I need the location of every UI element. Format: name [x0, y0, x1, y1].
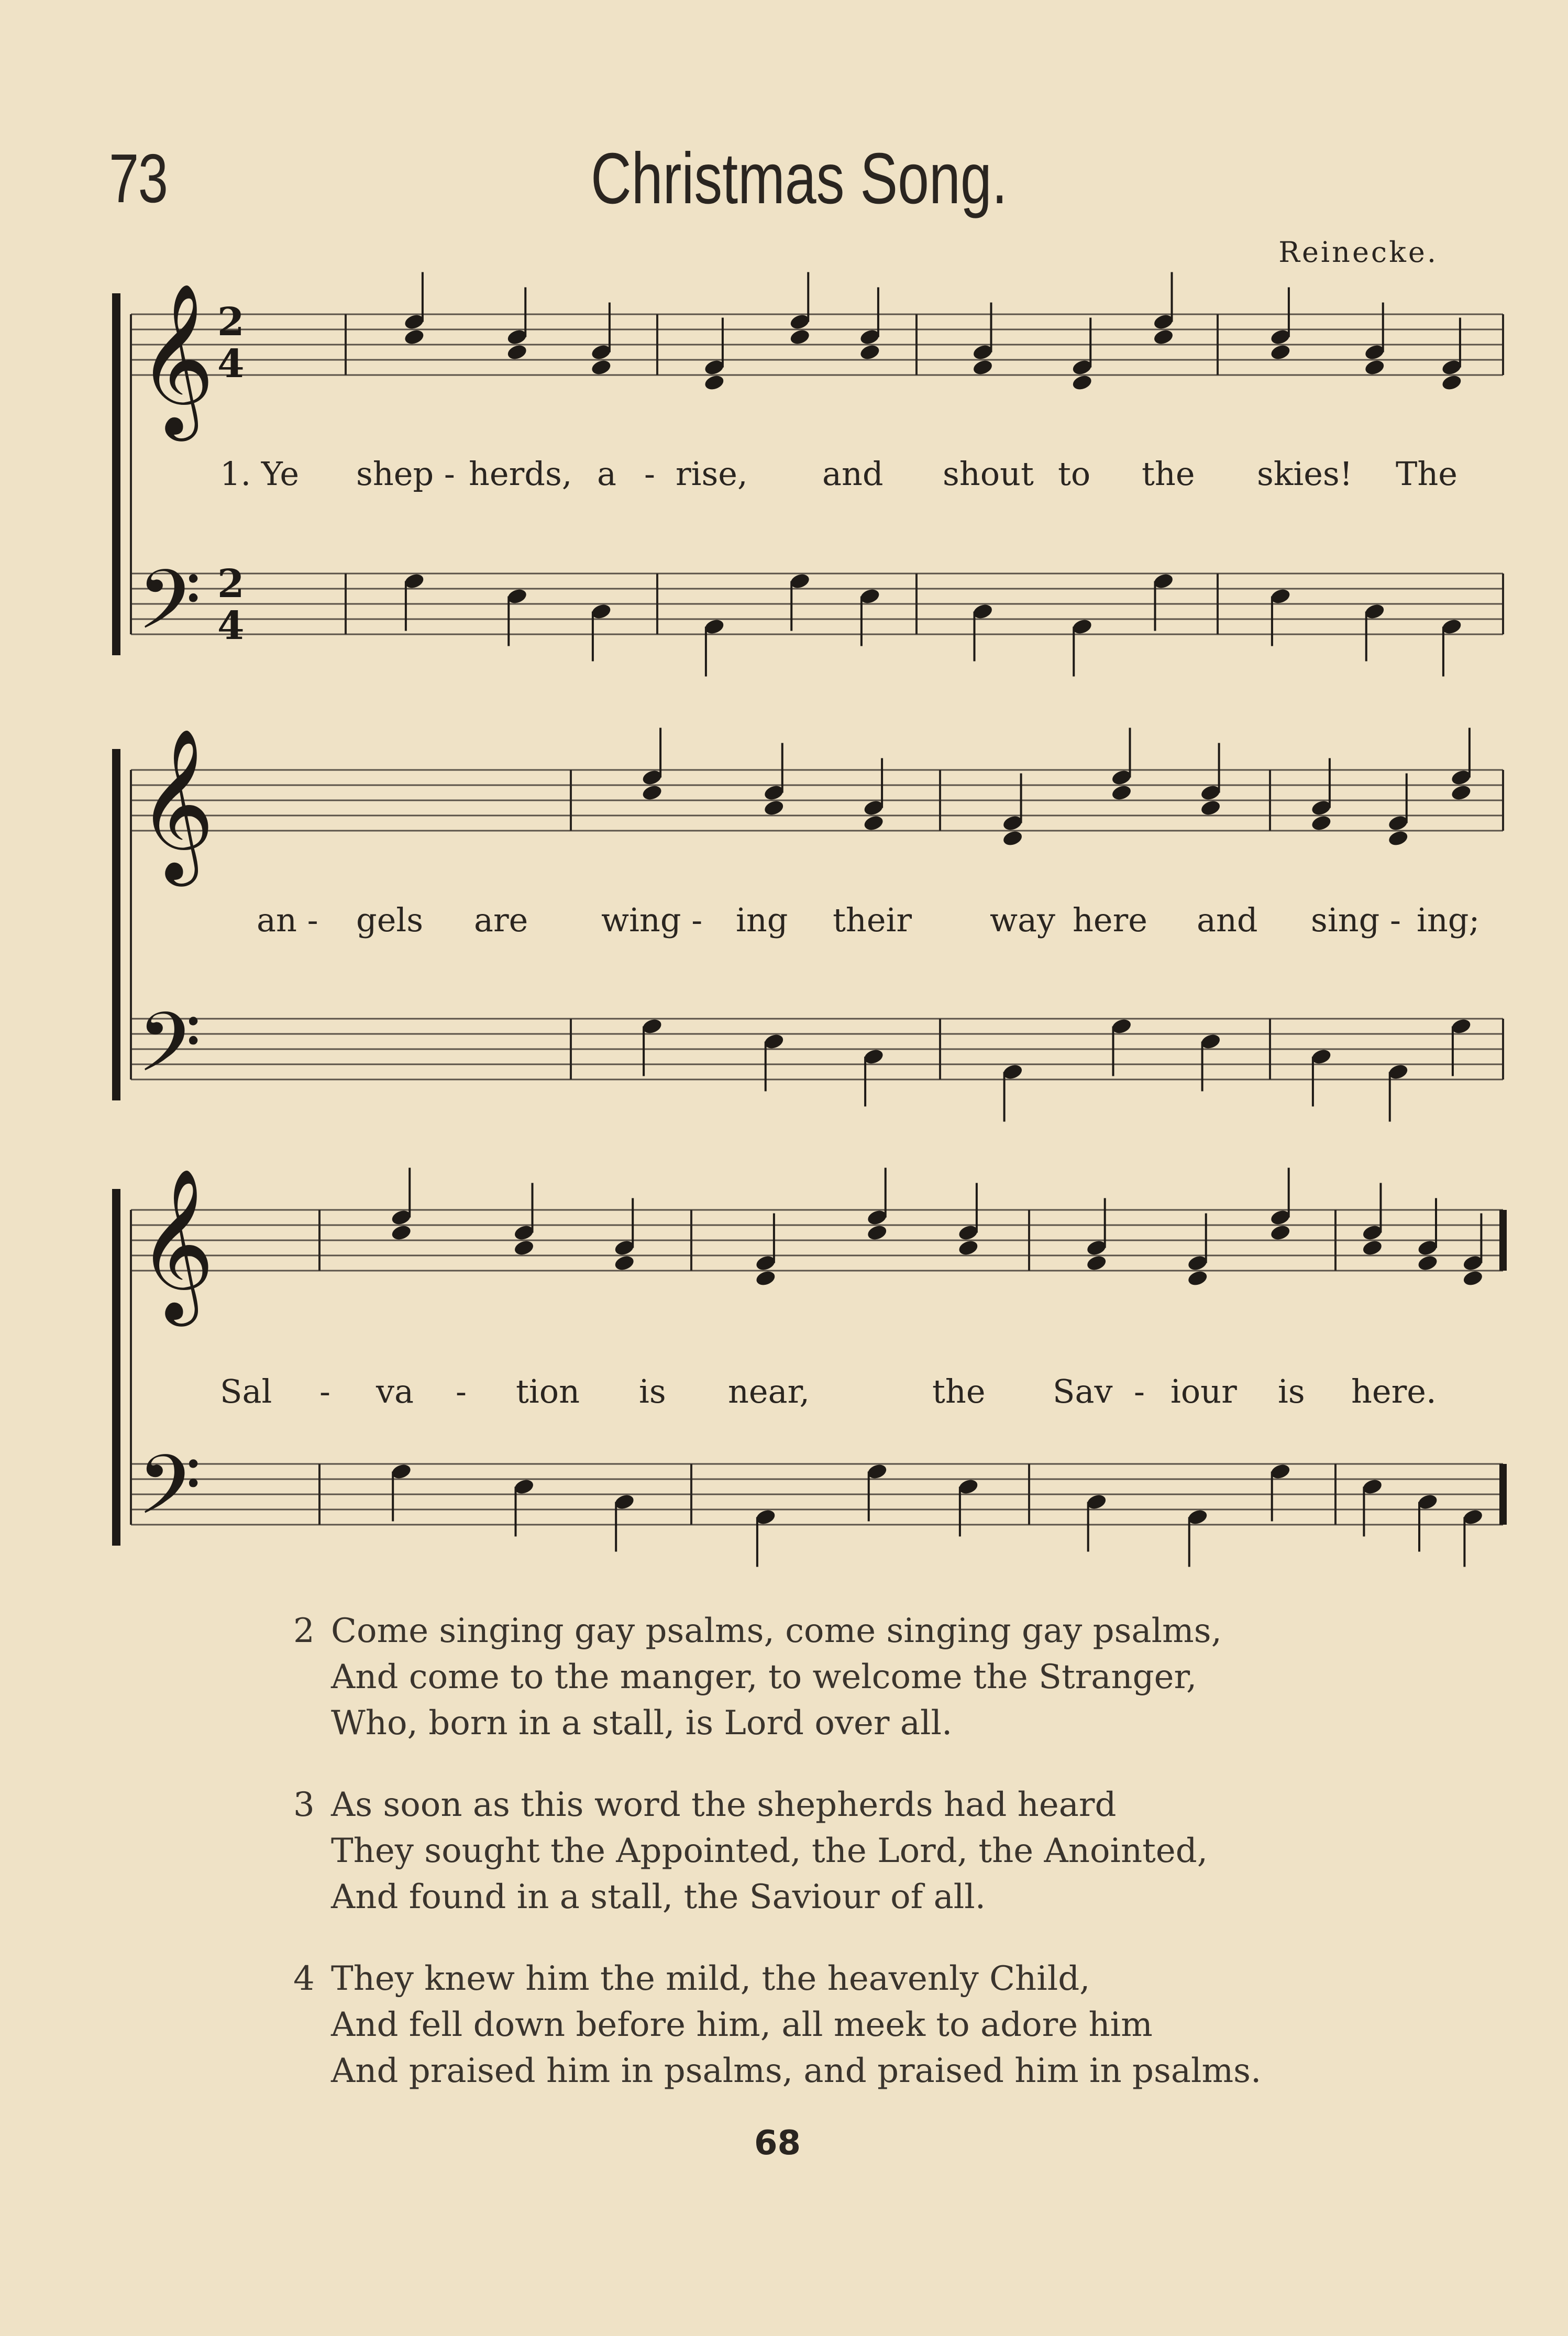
lyric-syllable: shout: [943, 455, 1034, 493]
lyric-syllable: -: [1134, 1372, 1145, 1411]
note-head: [1417, 1254, 1439, 1272]
time-signature-top: 2: [217, 561, 245, 607]
note-head: [763, 799, 785, 817]
lyric-syllable: a: [597, 455, 616, 493]
note-head: [703, 373, 725, 392]
lyric-syllable: -: [456, 1372, 467, 1411]
lyrics-line-1: [0, 455, 1568, 497]
lyric-syllable: and: [822, 455, 884, 493]
verse-line: And fell down before him, all meek to adore him: [331, 2006, 1153, 2044]
verse-line: They sought the Appointed, the Lord, the Anointed,: [331, 1832, 1208, 1870]
lyric-syllable: ing: [736, 901, 788, 939]
note-head: [1462, 1269, 1484, 1287]
verse-line: Come singing gay psalms, come singing gay psalms,: [331, 1612, 1222, 1650]
verse-2: [293, 1608, 1261, 1746]
note-head: [390, 1224, 412, 1242]
additional-verses: [293, 1608, 1261, 2130]
verse-number: 4: [293, 1959, 315, 1998]
lyric-syllable: are: [474, 901, 528, 939]
lyrics-line-2: [0, 901, 1568, 943]
note-head: [1364, 358, 1386, 377]
lyric-syllable: near,: [728, 1372, 810, 1411]
lyric-syllable: the: [1142, 455, 1195, 493]
verse-line: As soon as this word the shepherds had heard: [331, 1786, 1117, 1824]
lyric-syllable: rise,: [676, 455, 748, 493]
lyric-syllable: -: [644, 455, 655, 493]
time-signature-bottom: 4: [217, 341, 245, 387]
note-head: [1071, 373, 1093, 392]
lyric-syllable: is: [1278, 1372, 1305, 1411]
lyric-syllable: is: [639, 1372, 666, 1411]
lyric-syllable: sing -: [1311, 901, 1401, 939]
note-head: [1387, 829, 1409, 847]
note-head: [1110, 784, 1132, 802]
note-head: [1269, 343, 1291, 361]
lyric-syllable: va: [376, 1372, 414, 1411]
page-number: 68: [754, 2124, 801, 2163]
bass-clef: 𝄢: [137, 1437, 202, 1553]
treble-clef: 𝄞: [137, 1167, 215, 1319]
note-head: [1086, 1254, 1108, 1272]
lyric-syllable: to: [1058, 455, 1091, 493]
lyric-syllable: wing -: [601, 901, 703, 939]
hymn-title: Christmas Song.: [591, 138, 1008, 219]
note-head: [641, 784, 663, 802]
lyric-syllable: The: [1396, 455, 1457, 493]
note-head: [755, 1269, 777, 1287]
note-head: [506, 343, 528, 361]
note-head: [859, 343, 881, 361]
note-head: [1441, 373, 1463, 392]
note-head: [590, 358, 612, 377]
lyric-syllable: herds,: [469, 455, 572, 493]
note-head: [403, 328, 425, 346]
note-head: [789, 328, 811, 346]
time-signature-top: 2: [217, 300, 245, 345]
hymn-number: 73: [109, 140, 168, 217]
lyric-syllable: Sav: [1053, 1372, 1113, 1411]
lyric-syllable: 1. Ye: [220, 455, 300, 493]
verse-line: And come to the manger, to welcome the Stranger,: [331, 1658, 1197, 1696]
verse-4: [293, 1956, 1261, 2094]
lyric-syllable: iour: [1171, 1372, 1237, 1411]
lyrics-line-3: [0, 1372, 1568, 1414]
treble-clef: 𝄞: [137, 727, 215, 879]
bass-clef: 𝄢: [137, 552, 202, 668]
time-signature-bottom: 4: [217, 603, 245, 648]
lyric-syllable: here: [1073, 901, 1147, 939]
lyric-syllable: the: [932, 1372, 986, 1411]
note-head: [863, 814, 885, 832]
lyric-syllable: skies!: [1257, 455, 1353, 493]
verse-number: 2: [293, 1612, 315, 1650]
lyric-syllable: their: [833, 901, 912, 939]
bass-clef: 𝄢: [137, 995, 202, 1110]
lyric-syllable: -: [319, 1372, 330, 1411]
verse-3: [293, 1782, 1261, 1920]
lyric-syllable: ing;: [1417, 901, 1480, 939]
lyric-syllable: shep -: [356, 455, 455, 493]
note-head: [613, 1254, 635, 1272]
lyric-syllable: tion: [516, 1372, 580, 1411]
verse-line: And praised him in psalms, and praised him in psalms.: [331, 2052, 1262, 2090]
note-head: [1310, 814, 1332, 832]
treble-clef: 𝄞: [137, 282, 215, 434]
verse-number: 3: [293, 1786, 315, 1824]
note-head: [513, 1239, 535, 1257]
note-head: [971, 358, 993, 377]
note-head: [1152, 328, 1174, 346]
verse-line: They knew him the mild, the heavenly Child,: [331, 1959, 1090, 1998]
composer-credit: Reinecke.: [1278, 236, 1438, 269]
note-head: [1450, 784, 1472, 802]
lyric-syllable: way: [990, 901, 1056, 939]
note-head: [866, 1224, 888, 1242]
note-head: [1361, 1239, 1383, 1257]
lyric-syllable: gels: [356, 901, 424, 939]
note-head: [1200, 799, 1222, 817]
lyric-syllable: and: [1197, 901, 1258, 939]
verse-line: And found in a stall, the Saviour of all.: [331, 1878, 986, 1916]
note-head: [1187, 1269, 1209, 1287]
lyric-syllable: Sal: [220, 1372, 272, 1411]
verse-line: Who, born in a stall, is Lord over all.: [331, 1704, 953, 1743]
note-head: [1002, 829, 1024, 847]
lyric-syllable: an -: [257, 901, 318, 939]
note-head: [1269, 1224, 1291, 1242]
lyric-syllable: here.: [1351, 1372, 1437, 1411]
note-head: [957, 1239, 979, 1257]
